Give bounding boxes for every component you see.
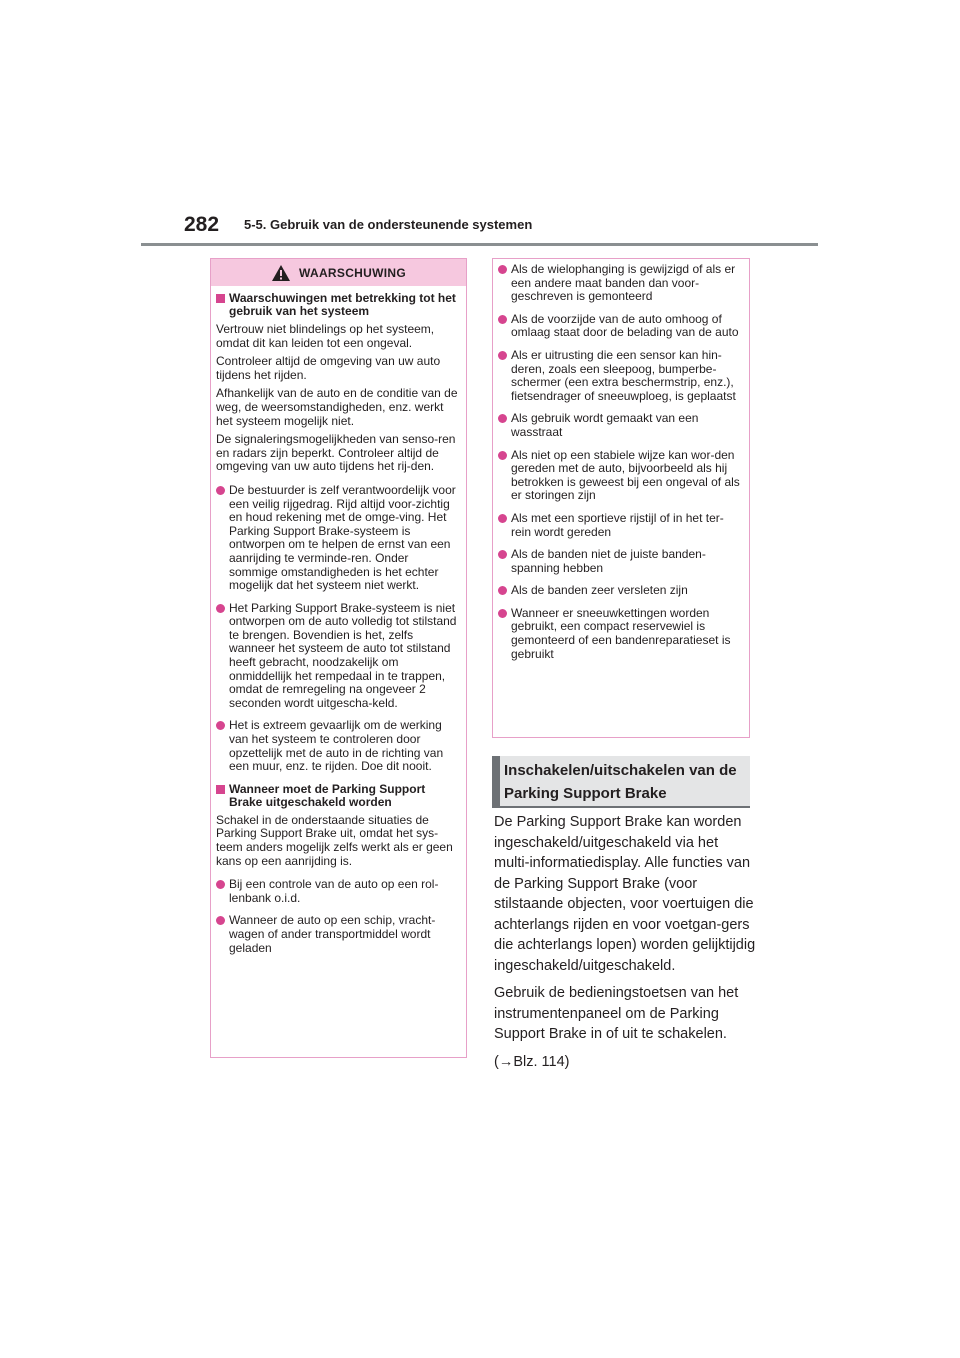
condition-bullet: Als gebruik wordt gemaakt van een wasstraat: [498, 412, 743, 439]
condition-bullet: Als de banden niet de juiste banden-spanning hebben: [498, 548, 743, 575]
warning-bullet: De bestuurder is zelf verantwoordelijk voor een veilig rijgedrag. Rijd altijd voor-zichtig en houd rekening met de omge-ving. Het Parking Support Brake-systeem is ontworpen om te helpen de ernst van een aanrijding te verminde-ren. Onder sommige omstandigheden is het echter mogelijk dat het systeem niet werkt.: [216, 484, 460, 593]
warning-paragraph: Schakel in de onderstaande situaties de Parking Support Brake uit, omdat het sys-teem anders mogelijk zelfs werkt als er geen kans op een aanrijding is.: [216, 812, 453, 868]
condition-bullet: Wanneer er sneeuwkettingen worden gebruikt, een compact reservewiel is gemonteerd of een bandenreparatieset is gebruikt: [498, 607, 743, 661]
warning-continuation-box: [492, 258, 750, 738]
warning-bullet: Bij een controle van de auto op een rol-lenbank o.i.d.: [216, 878, 460, 905]
warning-bullet: Het Parking Support Brake-systeem is niet ontworpen om de auto volledig tot stilstand te brengen. Bovendien is het, zelfs wanneer het systeem de auto tot stilstand heeft gebracht, noodzakelijk om onmiddellijk het rempedaal in te trappen, omdat de remregeling na ongeveer 2 seconden wordt uitgescha-keld.: [216, 602, 460, 711]
condition-bullet: Als met een sportieve rijstijl of in het ter-rein wordt gereden: [498, 512, 743, 539]
condition-bullet: Als de banden zeer versleten zijn: [498, 584, 743, 598]
warning-subhead: Waarschuwingen met betrekking tot het gebruik van het systeem: [216, 292, 460, 318]
section-title: 5-5. Gebruik van de ondersteunende systemen: [244, 217, 533, 232]
warning-paragraph: Controleer altijd de omgeving van uw auto tijdens het rijden.: [216, 354, 441, 382]
section-heading: [492, 756, 750, 808]
warning-body: [211, 286, 466, 955]
warning-paragraph: De signaleringsmogelijkheden van senso-ren en radars zijn beperkt. Controleer altijd de omgeving van uw auto tijdens het rij-den.: [216, 432, 456, 474]
condition-bullet: Als de wielophanging is gewijzigd of als er een andere maat banden dan voor-geschreven is gemonteerd: [498, 263, 743, 304]
section-body: [494, 812, 756, 1079]
heading-accent-bar: [492, 756, 500, 806]
warning-header: [211, 259, 466, 286]
body-paragraph: Gebruik de bedieningstoetsen van het instrumentenpaneel om de Parking Support Brake in of uit te schakelen.: [494, 985, 739, 1042]
condition-bullet: Als er uitrusting die een sensor kan hin-deren, zoals een sleepoog, bumperbe-schermer (een extra beschermstrip, enz.), fietsendrager of sneeuwploeg, is geplaatst: [498, 349, 743, 403]
condition-bullet: Als niet op een stabiele wijze kan wor-den gereden met de auto, bijvoorbeeld als hij betrokken is geweest bij een ongeval of als er storingen zijn: [498, 449, 743, 503]
body-paragraph: De Parking Support Brake kan worden ingeschakeld/uitgeschakeld via het multi-informatiedisplay. Alle functies van de Parking Support Brake (voor stilstaande objecten, voor voertuigen die achterlangs rijden en voor voetgan-gers die achterlangs lopen) worden gelijktijdig ingeschakeld/uitgeschakeld.: [494, 814, 756, 974]
warning-triangle-icon: [271, 264, 291, 282]
section-heading-text: Inschakelen/uitschakelen van de Parking Support Brake: [504, 762, 737, 802]
warning-box: [210, 258, 467, 1058]
warning-paragraph: Vertrouw niet blindelings op het systeem, omdat dit kan leiden tot een ongeval.: [216, 322, 435, 350]
warning-bullet: Het is extreem gevaarlijk om de werking van het systeem te controleren door opzettelijk met de auto in de richting van een muur, enz. te rijden. Doe dit nooit.: [216, 719, 460, 773]
page-reference-link[interactable]: (→Blz. 114): [494, 1053, 570, 1070]
header-divider: [141, 243, 818, 246]
page-number: 282: [184, 213, 220, 236]
warning-bullet: Wanneer de auto op een schip, vracht-wagen of ander transportmiddel wordt geladen: [216, 914, 460, 955]
warning-paragraph: Afhankelijk van de auto en de conditie van de weg, de weersomstandigheden, enz. werkt het systeem mogelijk niet.: [216, 386, 458, 428]
warning-title: WAARSCHUWING: [299, 265, 406, 280]
condition-bullet: Als de voorzijde van de auto omhoog of omlaag staat door de belading van de auto: [498, 313, 743, 340]
warning-subhead: Wanneer moet de Parking Support Brake uitgeschakeld worden: [216, 783, 460, 809]
